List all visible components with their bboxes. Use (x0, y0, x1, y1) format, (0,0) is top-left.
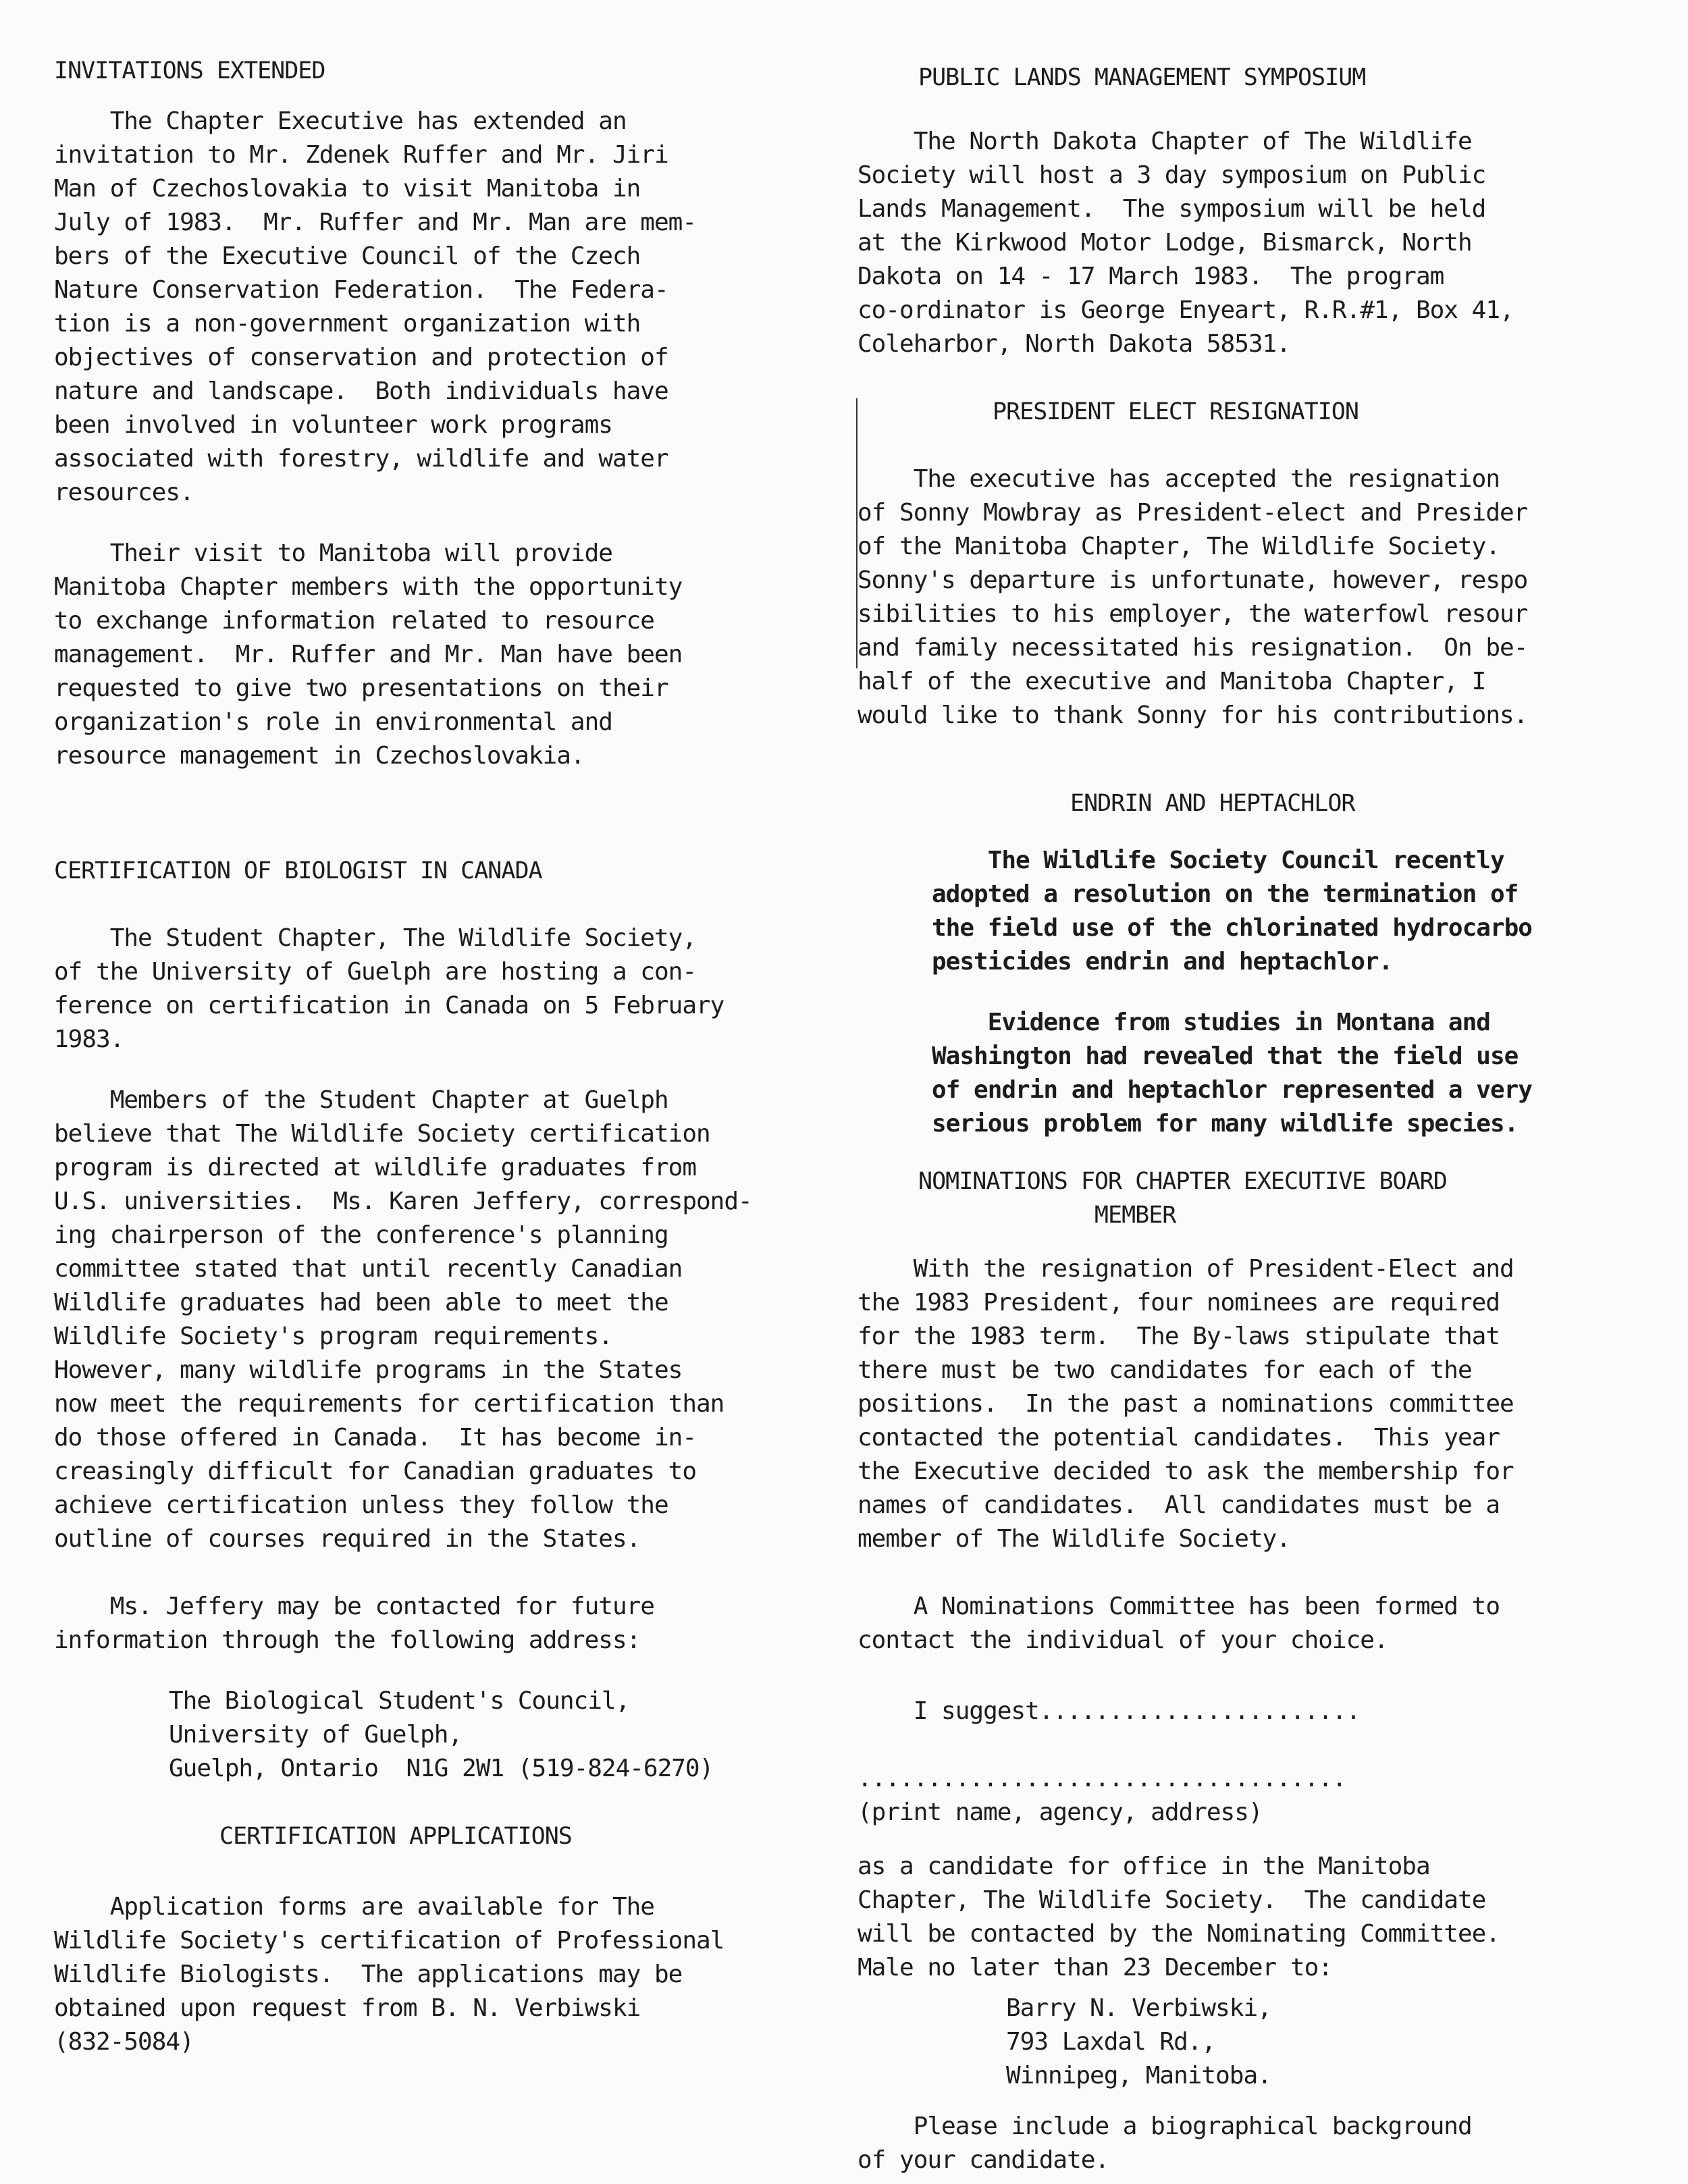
endrin-paragraph-2: Evidence from studies in Montana and Washington had revealed that the field use of endrin and heptachlor represented a very serious problem for many wildlife species. (932, 1009, 1532, 1138)
heading-nominations: NOMINATIONS FOR CHAPTER EXECUTIVE BOARD MEMBER (918, 1168, 1447, 1229)
nominations-paragraph-3: as a candidate for office in the Manitoba Chapter, The Wildlife Society. The candidate will be contacted by the Nominating Committee. Male no later than 23 December to: (858, 1853, 1500, 1981)
heading-endrin-heptachlor: ENDRIN AND HEPTACHLOR (1070, 790, 1355, 817)
heading-certification-of-biologist: CERTIFICATION OF BIOLOGIST IN CANADA (54, 857, 542, 884)
endrin-paragraph-1: The Wildlife Society Council recently adopted a resolution on the termination of the field use of the chlorinated hydrocarbo pesticides endrin and heptachlor. (932, 847, 1532, 976)
nominations-paragraph-1: With the resignation of President-Elect and the 1983 President, four nominees are required for the 1983 term. The By-laws stipulate that there must be two candidates for each of the positions. In the past a nominations committee contacted the potential candidates. This year the Executive decided to ask the membership for names of candidates. All candidates must be a member of The Wildlife Society. (858, 1255, 1514, 1553)
symposium-paragraph: The North Dakota Chapter of The Wildlife Society will host a 3 day symposium on Public Lands Management. The symposium will be held at the Kirkwood Motor Lodge, Bismarck, North Dakota on 14 - 17 March 1983. The program co-ordinator is George Enyeart, R.R.#1, Box 41, Coleharbor, North Dakota 58531. (858, 128, 1514, 358)
heading-invitations-extended: INVITATIONS EXTENDED (54, 57, 325, 84)
verbiwski-address: Barry N. Verbiwski, 793 Laxdal Rd., Winnipeg, Manitoba. (1006, 1994, 1271, 2089)
suggest-line: I suggest....................... (858, 1697, 1361, 1725)
invitations-paragraph-2: Their visit to Manitoba will provide Manitoba Chapter members with the opportunity to exchange information related to resource management. Mr. Ruffer and Mr. Man have been requested to give two presentations on their organization's role in environmental and resource management in Czechoslovakia. (54, 539, 683, 770)
certification-paragraph-2: Members of the Student Chapter at Guelph believe that The Wildlife Society certification program is directed at wildlife graduates from U.S. universities. Ms. Karen Jeffery, correspond- ing chairperson of the conference's planning committee stated that until recently Canadian Wildlife graduates had been able to meet the Wildlife Society's program requirements. However, many wildlife programs in the States now meet the requirements for certification than do those offered in Canada. It has become in- creasingly difficult for Canadian graduates to achieve certification unless they follow the outline of courses required in the States. (54, 1086, 752, 1553)
nominations-paragraph-4: Please include a biographical background of your candidate. (858, 2112, 1472, 2174)
certification-paragraph-1: The Student Chapter, The Wildlife Society, of the University of Guelph are hosting a con- ference on certification in Canada on 5 February 1983. (54, 924, 724, 1053)
heading-public-lands-symposium: PUBLIC LANDS MANAGEMENT SYMPOSIUM (918, 64, 1366, 91)
invitations-paragraph-1: The Chapter Executive has extended an invitation to Mr. Zdenek Ruffer and Mr. Jiri Man of Czechoslovakia to visit Manitoba in July of 1983. Mr. Ruffer and Mr. Man are mem- bers of the Executive Council of the Czech Nature Conservation Federation. The Federa- tion is a non-government organization with objectives of conservation and protection of nature and landscape. Both individuals have been involved in volunteer work programs associated with forestry, wildlife and water resources. (54, 107, 696, 506)
print-name-note: (print name, agency, address) (858, 1799, 1263, 1826)
nominations-paragraph-2: A Nominations Committee has been formed to contact the individual of your choice. (858, 1593, 1500, 1654)
heading-certification-applications: CERTIFICATION APPLICATIONS (219, 1823, 572, 1850)
applications-paragraph: Application forms are available for The Wildlife Society's certification of Professional Wildlife Biologists. The applications may be obtained upon request from B. N. Verbiwski (832-5084) (54, 1893, 724, 2056)
certification-paragraph-3: Ms. Jeffery may be contacted for future information through the following address: (54, 1593, 654, 1654)
guelph-address: The Biological Student's Council, University of Guelph, Guelph, Ontario N1G 2W1 (519-824-6270) (169, 1687, 714, 1782)
blank-dotted-line: ................................... (858, 1765, 1346, 1792)
resignation-paragraph: The executive has accepted the resignation of Sonny Mowbray as President-elect and Presider of the Manitoba Chapter, The Wildlife Society. Sonny's departure is unfortunate, however, respo sibilities to his employer, the waterfowl resour and family necessitated his resignation. On be- half of the executive and Manitoba Chapter, I would like to thank Sonny for his contributions. (858, 465, 1528, 729)
heading-president-elect-resignation: PRESIDENT ELECT RESIGNATION (993, 398, 1359, 425)
